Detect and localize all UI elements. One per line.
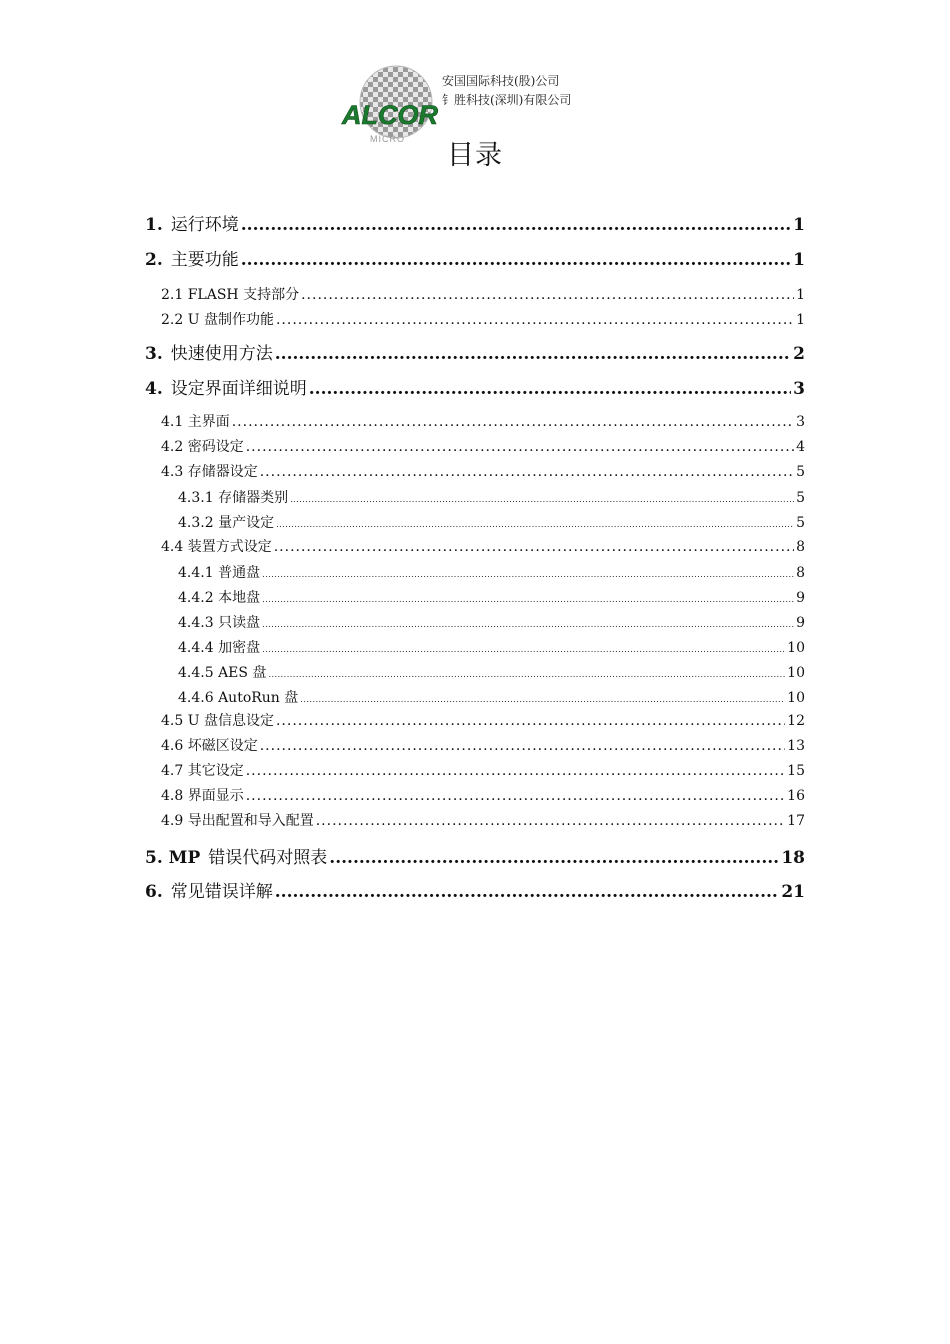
toc-entry-number: 2. xyxy=(145,250,163,270)
toc-dot-leader xyxy=(275,344,791,364)
toc-dot-leader xyxy=(316,813,785,829)
toc-dot-leader xyxy=(262,570,794,579)
toc-entry[interactable] xyxy=(178,512,805,532)
svg-text:ALCOR: ALCOR xyxy=(342,100,438,130)
toc-entry[interactable] xyxy=(178,687,805,707)
toc-dot-leader xyxy=(300,695,785,704)
toc-page-number: 9 xyxy=(796,590,805,606)
toc-entry-label xyxy=(178,687,298,707)
toc-page-number: 3 xyxy=(793,379,805,399)
toc-entry-label xyxy=(178,662,266,682)
toc-dot-leader xyxy=(241,250,791,270)
toc-entry[interactable] xyxy=(161,810,805,830)
toc-dot-leader xyxy=(260,464,794,480)
toc-entry-text: 4.4.1 普通盘 xyxy=(178,565,261,581)
toc-entry-text: 4.9 导出配置和导入配置 xyxy=(161,813,314,829)
toc-page-number: 10 xyxy=(787,640,805,656)
toc-dot-leader xyxy=(309,379,791,399)
toc-entry[interactable] xyxy=(161,284,805,304)
toc-entry-text: 4.4.2 本地盘 xyxy=(178,590,261,606)
toc-page-number: 17 xyxy=(787,813,805,829)
toc-entry-number: 6. xyxy=(145,882,163,902)
toc-entry-label xyxy=(145,374,307,399)
toc-dot-leader xyxy=(260,738,785,754)
toc-entry-label xyxy=(161,436,244,456)
toc-page-number: 10 xyxy=(787,690,805,706)
toc-entry-number: 4. xyxy=(145,379,163,399)
toc-dot-leader xyxy=(274,539,794,555)
toc-entry[interactable] xyxy=(161,411,805,431)
toc-entry-text: 4.4.5 AES 盘 xyxy=(178,665,267,681)
toc-page-number: 16 xyxy=(787,788,805,804)
toc-entry-label xyxy=(161,461,258,481)
toc-dot-leader xyxy=(275,882,780,902)
toc-dot-leader xyxy=(241,215,791,235)
svg-text:MICRO: MICRO xyxy=(370,134,405,144)
toc-entry[interactable] xyxy=(145,374,805,399)
toc-entry[interactable] xyxy=(178,612,805,632)
toc-entry-label xyxy=(161,536,272,556)
toc-entry-text: 4.1 主界面 xyxy=(161,414,230,430)
toc-entry[interactable] xyxy=(145,245,805,270)
toc-entry-label xyxy=(161,411,230,431)
toc-entry[interactable] xyxy=(161,461,805,481)
toc-dot-leader xyxy=(276,520,794,529)
toc-page-number: 4 xyxy=(796,439,805,455)
toc-page-number: 8 xyxy=(796,565,805,581)
toc-entry-label xyxy=(178,562,260,582)
toc-entry-text: 4.3 存储器设定 xyxy=(161,464,258,480)
toc-entry-number: 1. xyxy=(145,215,163,235)
toc-entry-label xyxy=(145,877,273,902)
toc-entry-text: 常见错误详解 xyxy=(170,882,273,902)
toc-entry-label xyxy=(161,760,244,780)
toc-entry[interactable] xyxy=(161,436,805,456)
toc-page-number: 5 xyxy=(796,515,805,531)
toc-entry[interactable] xyxy=(145,877,805,902)
toc-page-number: 8 xyxy=(796,539,805,555)
toc-entry[interactable] xyxy=(161,760,805,780)
toc-page-number: 1 xyxy=(796,287,805,303)
toc-entry-text: 主要功能 xyxy=(170,250,239,270)
toc-entry-text: 错误代码对照表 xyxy=(208,848,328,868)
toc-entry-label xyxy=(161,735,258,755)
toc-dot-leader xyxy=(301,287,794,303)
toc-entry-text: 快速使用方法 xyxy=(170,344,273,364)
toc-dot-leader xyxy=(329,848,779,868)
toc-dot-leader xyxy=(246,439,794,455)
toc-entry[interactable] xyxy=(145,210,805,235)
toc-entry-label xyxy=(145,245,239,270)
toc-entry-label xyxy=(161,810,314,830)
company-name-line1: 安国国际科技(股)公司 xyxy=(442,74,560,88)
toc-entry-label xyxy=(145,843,327,868)
toc-entry-number: 3. xyxy=(145,344,163,364)
toc-dot-leader xyxy=(262,620,794,629)
toc-entry-text: 4.3.2 量产设定 xyxy=(178,515,275,531)
toc-dot-leader xyxy=(232,414,794,430)
toc-entry-text: 4.4.6 AutoRun 盘 xyxy=(178,690,299,706)
toc-entry-text: 4.4.4 加密盘 xyxy=(178,640,261,656)
toc-entry-text: 4.2 密码设定 xyxy=(161,439,244,455)
toc-entry-text: 4.8 界面显示 xyxy=(161,788,244,804)
toc-page-number: 15 xyxy=(787,763,805,779)
toc-dot-leader xyxy=(276,312,794,328)
toc-entry-text: 2.2 U 盘制作功能 xyxy=(161,312,274,328)
toc-entry-label xyxy=(145,210,239,235)
toc-page-number: 5 xyxy=(796,464,805,480)
toc-entry-text: 4.4.3 只读盘 xyxy=(178,615,261,631)
toc-entry-label xyxy=(161,710,274,730)
toc-page-number: 2 xyxy=(793,344,805,364)
toc-entry-label xyxy=(178,637,260,657)
toc-dot-leader xyxy=(268,670,785,679)
toc-dot-leader xyxy=(276,713,785,729)
toc-entry-number: 5. MP xyxy=(145,848,201,868)
toc-dot-leader xyxy=(290,495,794,504)
toc-page-number: 3 xyxy=(796,414,805,430)
toc-entry[interactable] xyxy=(178,562,805,582)
toc-dot-leader xyxy=(246,763,785,779)
toc-entry[interactable] xyxy=(161,785,805,805)
toc-page-number: 13 xyxy=(787,738,805,754)
toc-entry[interactable] xyxy=(178,662,805,682)
toc-entry[interactable] xyxy=(161,735,805,755)
toc-entry-text: 4.6 坏磁区设定 xyxy=(161,738,258,754)
toc-entry[interactable] xyxy=(145,843,805,868)
toc-page-number: 5 xyxy=(796,490,805,506)
toc-entry-label xyxy=(178,612,260,632)
page-title: 目录 xyxy=(447,140,503,171)
toc-dot-leader xyxy=(246,788,785,804)
toc-entry-text: 4.7 其它设定 xyxy=(161,763,244,779)
toc-entry-text: 4.5 U 盘信息设定 xyxy=(161,713,274,729)
toc-entry-label xyxy=(161,309,274,329)
toc-page-number: 21 xyxy=(781,882,805,902)
toc-entry-text: 运行环境 xyxy=(170,215,239,235)
toc-page-number: 9 xyxy=(796,615,805,631)
toc-dot-leader xyxy=(262,645,785,654)
toc-page-number: 1 xyxy=(793,250,805,270)
toc-entry-text: 4.3.1 存储器类别 xyxy=(178,490,289,506)
toc-entry-label xyxy=(178,487,288,507)
toc-page-number: 10 xyxy=(787,665,805,681)
toc-entry-label xyxy=(178,587,260,607)
toc-page-number: 18 xyxy=(781,848,805,868)
toc-entry[interactable] xyxy=(161,309,805,329)
toc-entry-text: 4.4 装置方式设定 xyxy=(161,539,272,555)
company-name-line2: 钅胜科技(深圳)有限公司 xyxy=(442,93,572,107)
toc-entry[interactable] xyxy=(178,487,805,507)
toc-page-number: 1 xyxy=(796,312,805,328)
toc-entry-label xyxy=(161,284,299,304)
toc-page-number: 12 xyxy=(787,713,805,729)
toc-entry[interactable] xyxy=(178,587,805,607)
toc-entry[interactable] xyxy=(161,536,805,556)
toc-entry-text: 设定界面详细说明 xyxy=(170,379,307,399)
toc-entry[interactable] xyxy=(145,339,805,364)
toc-entry-label xyxy=(178,512,274,532)
toc-entry-label xyxy=(161,785,244,805)
toc-dot-leader xyxy=(262,595,794,604)
toc-page-number: 1 xyxy=(793,215,805,235)
toc-entry[interactable] xyxy=(161,710,805,730)
toc-entry-text: 2.1 FLASH 支持部分 xyxy=(161,287,300,303)
toc-entry[interactable] xyxy=(178,637,805,657)
toc-entry-label xyxy=(145,339,273,364)
